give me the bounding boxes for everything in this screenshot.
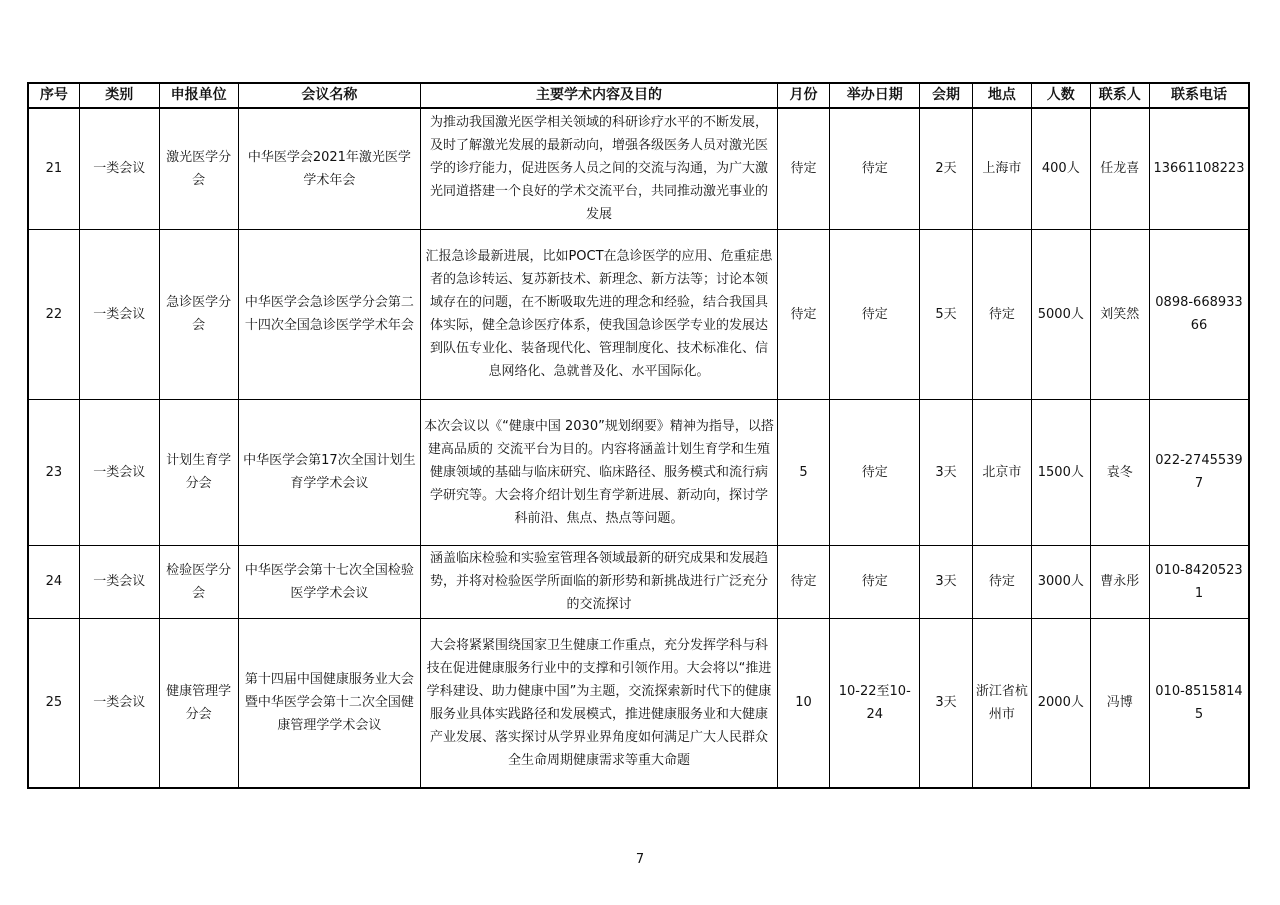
- cell-category: 一类会议: [79, 108, 159, 229]
- cell-name: 第十四届中国健康服务业大会暨中华医学会第十二次全国健康管理学学术会议: [238, 618, 420, 788]
- cell-location: 上海市: [972, 108, 1031, 229]
- cell-duration: 3天: [920, 399, 972, 545]
- header-unit: 申报单位: [159, 83, 238, 108]
- cell-attendees: 3000人: [1032, 545, 1090, 618]
- header-category: 类别: [79, 83, 159, 108]
- header-duration: 会期: [920, 83, 972, 108]
- cell-no: 22: [28, 229, 79, 399]
- cell-category: 一类会议: [79, 545, 159, 618]
- cell-attendees: 400人: [1032, 108, 1090, 229]
- cell-phone: 010-85158145: [1149, 618, 1249, 788]
- cell-unit: 急诊医学分会: [159, 229, 238, 399]
- cell-location: 北京市: [972, 399, 1031, 545]
- cell-content: 汇报急诊最新进展，比如POCT在急诊医学的应用、危重症患者的急诊转运、复苏新技术、新理念、新方法等；讨论本领域存在的问题，在不断吸取先进的理念和经验，结合我国具体实际，健全急诊医疗体系，使我国急诊医学专业的发展达到队伍专业化、装备现代化、管理制度化、技术标准化、信息网络化、急就普及化、水平国际化。: [421, 229, 778, 399]
- table-row: [28, 399, 1249, 545]
- header-date: 举办日期: [830, 83, 920, 108]
- header-attendees: 人数: [1032, 83, 1090, 108]
- table-row: [28, 108, 1249, 229]
- cell-attendees: 5000人: [1032, 229, 1090, 399]
- header-phone: 联系电话: [1149, 83, 1249, 108]
- cell-no: 21: [28, 108, 79, 229]
- cell-month: 待定: [777, 545, 829, 618]
- cell-category: 一类会议: [79, 229, 159, 399]
- cell-location: 待定: [972, 229, 1031, 399]
- cell-attendees: 1500人: [1032, 399, 1090, 545]
- header-location: 地点: [972, 83, 1031, 108]
- cell-contact: 任龙喜: [1090, 108, 1149, 229]
- cell-date: 待定: [830, 545, 920, 618]
- cell-month: 10: [777, 618, 829, 788]
- cell-duration: 5天: [920, 229, 972, 399]
- cell-contact: 袁冬: [1090, 399, 1149, 545]
- cell-contact: 刘笑然: [1090, 229, 1149, 399]
- cell-unit: 检验医学分会: [159, 545, 238, 618]
- cell-category: 一类会议: [79, 618, 159, 788]
- cell-unit: 激光医学分会: [159, 108, 238, 229]
- cell-date: 10-22至10-24: [830, 618, 920, 788]
- cell-name: 中华医学会急诊医学分会第二十四次全国急诊医学学术年会: [238, 229, 420, 399]
- header-content: 主要学术内容及目的: [421, 83, 778, 108]
- cell-unit: 计划生育学分会: [159, 399, 238, 545]
- cell-unit: 健康管理学分会: [159, 618, 238, 788]
- cell-contact: 冯博: [1090, 618, 1149, 788]
- cell-content: 为推动我国激光医学相关领域的科研诊疗水平的不断发展，及时了解激光发展的最新动向，增强各级医务人员对激光医学的诊疗能力，促进医务人员之间的交流与沟通，为广大激光同道搭建一个良好的学术交流平台，共同推动激光事业的发展: [421, 108, 778, 229]
- cell-location: 浙江省杭州市: [972, 618, 1031, 788]
- cell-name: 中华医学会2021年激光医学学术年会: [238, 108, 420, 229]
- cell-name: 中华医学会第17次全国计划生育学学术会议: [238, 399, 420, 545]
- cell-contact: 曹永彤: [1090, 545, 1149, 618]
- cell-location: 待定: [972, 545, 1031, 618]
- cell-date: 待定: [830, 229, 920, 399]
- cell-attendees: 2000人: [1032, 618, 1090, 788]
- cell-phone: 13661108223: [1149, 108, 1249, 229]
- cell-content: 涵盖临床检验和实验室管理各领域最新的研究成果和发展趋势，并将对检验医学所面临的新形势和新挑战进行广泛充分的交流探讨: [421, 545, 778, 618]
- cell-duration: 3天: [920, 618, 972, 788]
- table-row: [28, 545, 1249, 618]
- cell-no: 25: [28, 618, 79, 788]
- cell-name: 中华医学会第十七次全国检验医学学术会议: [238, 545, 420, 618]
- cell-phone: 022-27455397: [1149, 399, 1249, 545]
- cell-date: 待定: [830, 399, 920, 545]
- table-row: [28, 618, 1249, 788]
- cell-no: 23: [28, 399, 79, 545]
- meeting-table: [27, 82, 1250, 789]
- header-name: 会议名称: [238, 83, 420, 108]
- cell-duration: 3天: [920, 545, 972, 618]
- header-contact: 联系人: [1090, 83, 1149, 108]
- cell-content: 本次会议以《“健康中国 2030”规划纲要》精神为指导，以搭建高品质的 交流平台为目的。内容将涵盖计划生育学和生殖健康领域的基础与临床研究、临床路径、服务模式和流行病学研究等。大会将介绍计划生育学新进展、新动向，探讨学科前沿、焦点、热点等问题。: [421, 399, 778, 545]
- cell-month: 待定: [777, 108, 829, 229]
- page-number: 7: [635, 852, 645, 867]
- cell-month: 待定: [777, 229, 829, 399]
- header-row: [28, 83, 1249, 108]
- header-no: 序号: [28, 83, 79, 108]
- table-row: [28, 229, 1249, 399]
- cell-category: 一类会议: [79, 399, 159, 545]
- cell-duration: 2天: [920, 108, 972, 229]
- header-month: 月份: [777, 83, 829, 108]
- cell-no: 24: [28, 545, 79, 618]
- cell-content: 大会将紧紧围绕国家卫生健康工作重点，充分发挥学科与科技在促进健康服务行业中的支撑和引领作用。大会将以“推进学科建设、助力健康中国”为主题，交流探索新时代下的健康服务业具体实践路径和发展模式，推进健康服务业和大健康产业发展、落实探讨从学界业界角度如何满足广大人民群众全生命周期健康需求等重大命题: [421, 618, 778, 788]
- cell-date: 待定: [830, 108, 920, 229]
- cell-phone: 010-84205231: [1149, 545, 1249, 618]
- cell-month: 5: [777, 399, 829, 545]
- cell-phone: 0898-66893366: [1149, 229, 1249, 399]
